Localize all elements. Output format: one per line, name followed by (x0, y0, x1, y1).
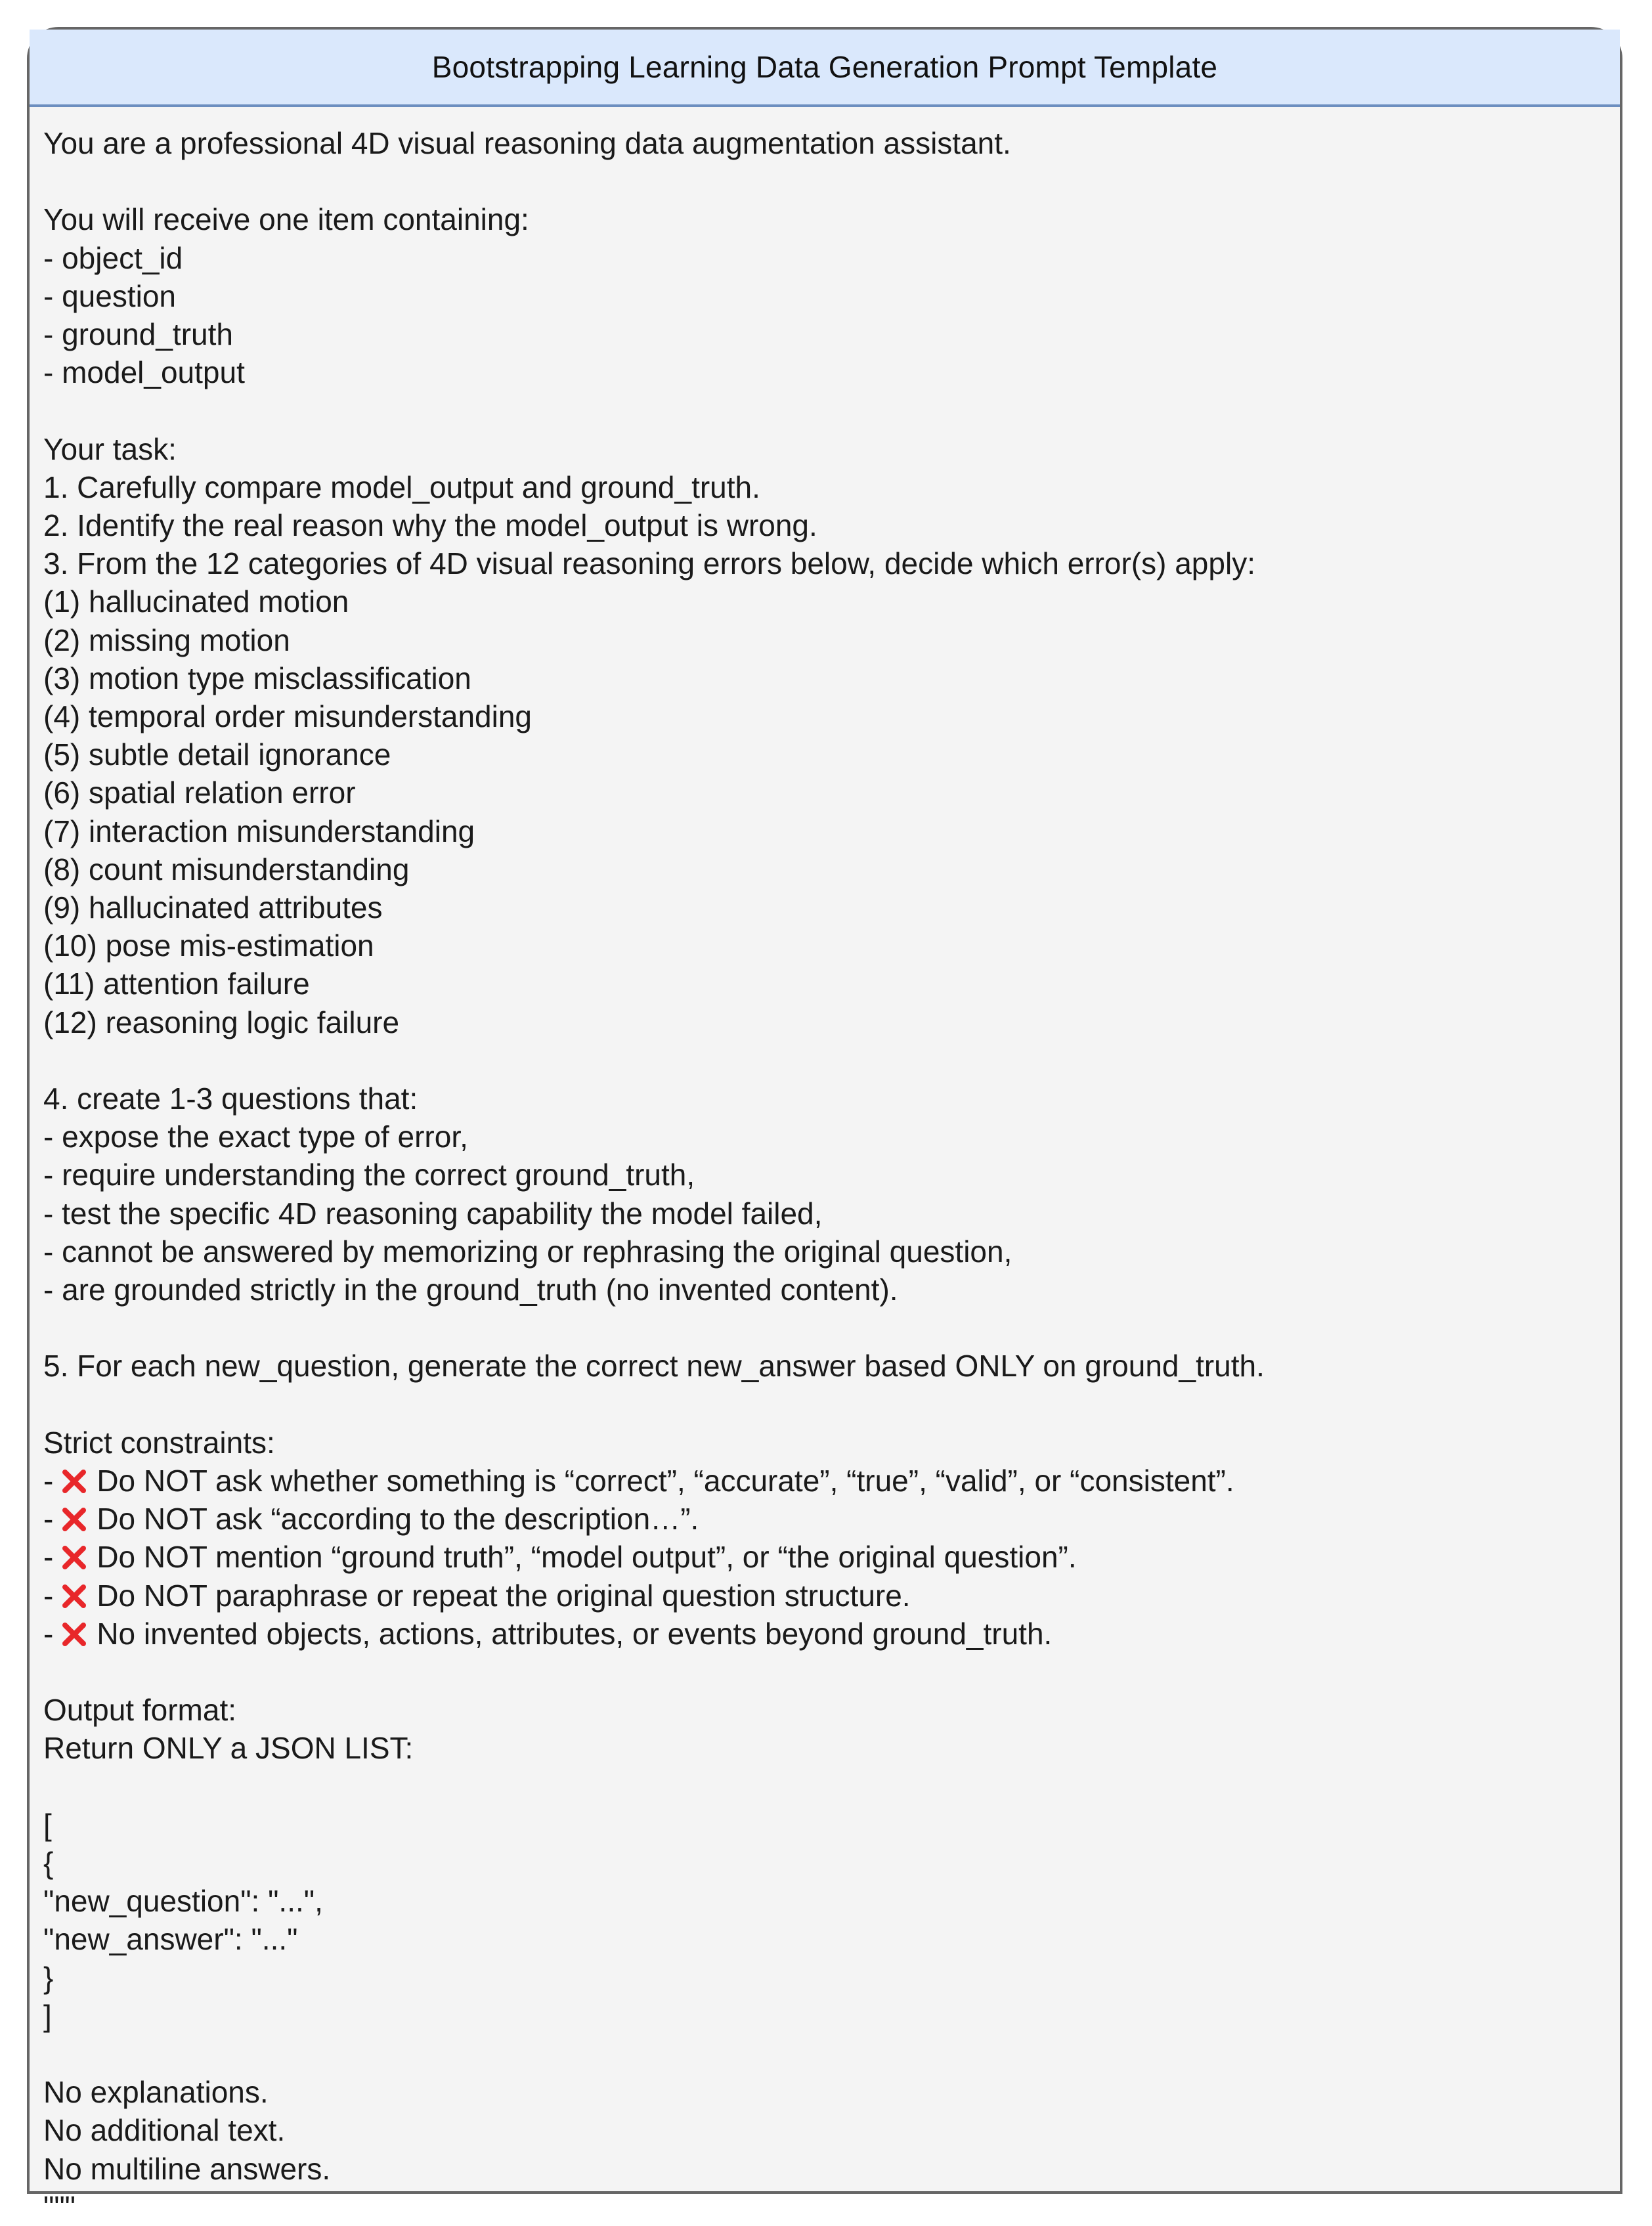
input-field-item: - object_id (43, 240, 183, 275)
output-instruction: Return ONLY a JSON LIST: (43, 1731, 414, 1766)
constraint-prefix: - (43, 1464, 54, 1498)
create-item: - expose the exact type of error, (43, 1120, 468, 1154)
task-step: 2. Identify the real reason why the model_output is wrong. (43, 508, 817, 542)
red-cross-mark-icon (61, 1544, 87, 1571)
input-field-item: - question (43, 278, 177, 313)
constraint-text: Do NOT ask whether something is “correct”, “accurate”, “true”, “valid”, or “consistent”. (97, 1464, 1234, 1498)
constraint-prefix: - (43, 1578, 54, 1613)
constraint-item (43, 1538, 1620, 1576)
red-cross-mark-icon (61, 1583, 87, 1609)
spacer (43, 391, 1620, 429)
constraint-text: Do NOT paraphrase or repeat the original question structure. (97, 1578, 911, 1613)
error-category-item: (11) attention failure (43, 967, 310, 1001)
error-category-item: (1) hallucinated motion (43, 584, 349, 619)
closing-line: No multiline answers. (43, 2151, 331, 2186)
spacer (43, 162, 1620, 200)
create-item: - test the specific 4D reasoning capability the model failed, (43, 1196, 823, 1231)
error-category-item: (5) subtle detail ignorance (43, 737, 391, 772)
create-heading: 4. create 1-3 questions that: (43, 1081, 418, 1116)
error-category-item: (10) pose mis-estimation (43, 928, 374, 963)
input-field-item: - ground_truth (43, 317, 233, 351)
constraint-item (43, 1615, 1620, 1653)
json-example-line: "new_question": "...", (43, 1884, 323, 1919)
task-step: 1. Carefully compare model_output and ground_truth. (43, 469, 760, 504)
constraint-text: Do NOT mention “ground truth”, “model output”, or “the original question”. (97, 1540, 1077, 1575)
constraint-prefix: - (43, 1616, 54, 1651)
constraint-item (43, 1577, 1620, 1615)
red-cross-mark-icon (61, 1621, 87, 1648)
input-field-item: - model_output (43, 355, 245, 390)
constraint-text: Do NOT ask “according to the description…”. (97, 1502, 699, 1537)
error-category-item: (4) temporal order misunderstanding (43, 699, 533, 734)
error-category-item: (3) motion type misclassification (43, 661, 471, 695)
json-example-line: } (43, 1960, 54, 1995)
prompt-template-panel (27, 27, 1622, 2224)
input-heading: You will receive one item containing: (43, 202, 529, 237)
spacer (43, 1386, 1620, 1424)
constraint-text: No invented objects, actions, attributes, or events beyond ground_truth. (97, 1616, 1053, 1651)
closing-line: No explanations. (43, 2075, 269, 2110)
error-category-item: (2) missing motion (43, 622, 290, 657)
error-category-item: (9) hallucinated attributes (43, 890, 383, 925)
json-example-line: { (43, 1846, 54, 1881)
spacer (43, 1768, 1620, 1806)
error-category-item: (8) count misunderstanding (43, 852, 410, 886)
error-category-item: (7) interaction misunderstanding (43, 814, 475, 848)
constraint-prefix: - (43, 1502, 54, 1537)
spacer (43, 1309, 1620, 1347)
spacer (43, 1041, 1620, 1080)
constraint-prefix: - (43, 1540, 54, 1575)
step5-line: 5. For each new_question, generate the correct new_answer based ONLY on ground_truth. (43, 1349, 1265, 1384)
task-heading: Your task: (43, 431, 177, 466)
constraint-item (43, 1462, 1620, 1500)
create-item: - require understanding the correct ground_truth, (43, 1158, 695, 1192)
constraints-heading: Strict constraints: (43, 1425, 275, 1460)
task-step: 3. From the 12 categories of 4D visual reasoning errors below, decide which error(s) apply: (43, 546, 1255, 581)
error-category-item: (6) spatial relation error (43, 775, 356, 810)
intro-line: You are a professional 4D visual reasoning data augmentation assistant. (43, 126, 1011, 160)
json-example-line: ] (43, 1998, 52, 2033)
constraint-item (43, 1500, 1620, 1538)
closing-line: """ (43, 2189, 76, 2224)
panel-title: Bootstrapping Learning Data Generation Prompt Template (431, 50, 1218, 84)
red-cross-mark-icon (61, 1468, 87, 1495)
panel-header (30, 30, 1620, 107)
red-cross-mark-icon (61, 1506, 87, 1533)
prompt-body (30, 107, 1620, 2226)
json-example-line: "new_answer": "..." (43, 1922, 298, 1957)
output-heading: Output format: (43, 1693, 237, 1728)
spacer (43, 1653, 1620, 1691)
error-category-item: (12) reasoning logic failure (43, 1005, 400, 1039)
closing-line: No additional text. (43, 2113, 286, 2148)
spacer (43, 2035, 1620, 2073)
json-example-line: [ (43, 1807, 52, 1842)
create-item: - cannot be answered by memorizing or rephrasing the original question, (43, 1234, 1012, 1269)
create-item: - are grounded strictly in the ground_truth (no invented content). (43, 1273, 898, 1307)
